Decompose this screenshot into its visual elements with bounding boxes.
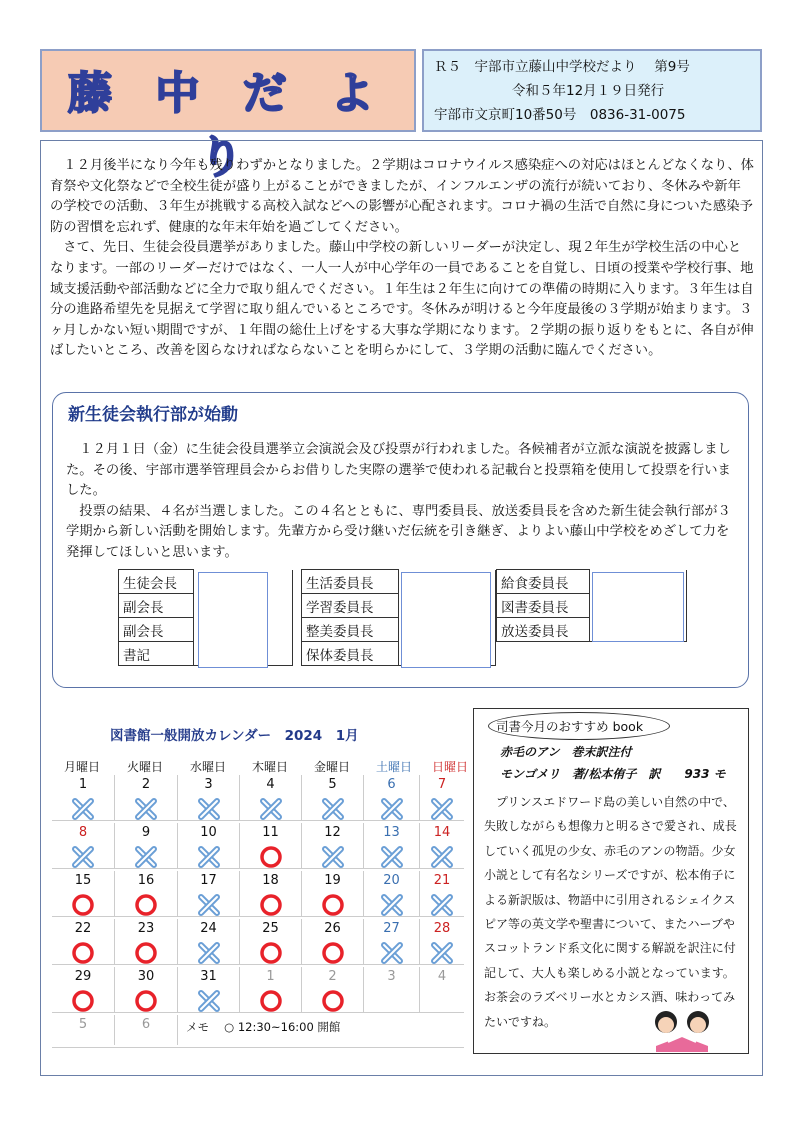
calendar-day	[52, 775, 115, 821]
calendar-day	[52, 871, 115, 917]
calendar-day	[364, 823, 420, 869]
closed-cross-icon	[430, 797, 454, 821]
issue-info-box	[422, 49, 762, 132]
day-number: 10	[200, 825, 217, 840]
day-number: 31	[200, 969, 217, 984]
day-number: 17	[200, 873, 217, 888]
book-author: モンゴメリ 著/松本侑子 訳 933 モ	[500, 767, 726, 781]
role-label: 整美委員長	[302, 618, 399, 642]
open-circle-icon	[321, 941, 345, 965]
open-circle-icon	[71, 941, 95, 965]
day-number: 21	[433, 873, 451, 888]
role-label: 副会長	[119, 594, 194, 618]
calendar-day	[420, 919, 464, 965]
weekday-label: 月曜日	[64, 760, 101, 774]
calendar-day	[302, 775, 364, 821]
day-number: 3	[387, 969, 396, 984]
calendar-day	[302, 967, 364, 1013]
closed-cross-icon	[71, 845, 95, 869]
day-number: 16	[137, 873, 155, 888]
calendar-day	[115, 919, 178, 965]
calendar-day	[302, 919, 364, 965]
closed-cross-icon	[197, 845, 221, 869]
closed-cross-icon	[430, 845, 454, 869]
calendar-day	[178, 871, 240, 917]
calendar-day	[240, 823, 302, 869]
calendar-day	[115, 823, 178, 869]
day-number: 5	[328, 777, 337, 792]
photo-placeholder	[401, 572, 491, 668]
day-number: 4	[266, 777, 275, 792]
day-number: 1	[78, 777, 88, 792]
closed-cross-icon	[197, 941, 221, 965]
closed-cross-icon	[430, 941, 454, 965]
calendar-day	[115, 1015, 178, 1045]
day-number: 2	[141, 777, 151, 792]
calendar-day	[52, 1015, 115, 1045]
day-number: 22	[74, 921, 92, 936]
issue-line: Ｒ５ 宇部市立藤山中学校だより 第9号	[434, 59, 690, 75]
calendar-day	[178, 967, 240, 1013]
closed-cross-icon	[321, 797, 345, 821]
open-circle-icon	[259, 941, 283, 965]
day-number: 5	[78, 1017, 88, 1032]
calendar-day	[420, 967, 464, 1013]
day-number: 29	[74, 969, 92, 984]
day-number: 14	[433, 825, 451, 840]
calendar-day	[240, 919, 302, 965]
recommendation-heading: 司書今月のおすすめ book	[496, 719, 644, 734]
weekday-label: 土曜日	[376, 760, 413, 774]
title-banner	[40, 49, 416, 183]
calendar-day	[364, 775, 420, 821]
book-title: 赤毛のアン 巻末訳注付	[500, 745, 632, 759]
calendar-day	[52, 967, 115, 1013]
calendar-grid	[52, 775, 464, 1048]
open-circle-icon	[321, 893, 345, 917]
closed-cross-icon	[197, 797, 221, 821]
closed-cross-icon	[197, 893, 221, 917]
day-number: 19	[324, 873, 341, 888]
photo-placeholder	[592, 572, 684, 642]
calendar-day	[420, 823, 464, 869]
closed-cross-icon	[430, 893, 454, 917]
role-label: 生活委員長	[302, 570, 399, 594]
day-number: 26	[324, 921, 341, 936]
day-number: 25	[262, 921, 279, 936]
role-label: 給食委員長	[497, 570, 590, 594]
role-label: 図書委員長	[497, 594, 590, 618]
calendar-day	[178, 775, 240, 821]
closed-cross-icon	[380, 941, 404, 965]
section-paragraph: １２月１日（金）に生徒会役員選挙立会演説会及び投票が行われました。各候補者が立派な演説を披露しました。その後、宇部市選挙管理員会からお借りした実際の選挙で使われる記載台と投票箱を使用して投票を行いました。	[66, 442, 731, 499]
open-circle-icon	[134, 893, 158, 917]
day-number: 28	[433, 921, 451, 936]
day-number: 15	[74, 873, 92, 888]
book-description: プリンスエドワード島の美しい自然の中で、失敗しながらも想像力と明るさで愛され、成長していく孤児の少女、赤毛のアンの物語。少女小説として有名なシリーズですが、松本侑子による新訳版は、物語中に引用されるシェイクスピア等の英文学や聖書について、またハーブやスコットランド系文化に関する解説を訳注に付記して、大人も楽しめる小説となっています。お茶会のラズベリー水とカシス酒、味わってみたいですね。	[484, 795, 737, 1029]
calendar-day	[364, 871, 420, 917]
open-circle-icon	[259, 989, 283, 1013]
role-label: 学習委員長	[302, 594, 399, 618]
calendar-day	[420, 775, 464, 821]
open-circle-icon	[321, 989, 345, 1013]
open-circle-icon	[71, 989, 95, 1013]
calendar-day	[364, 967, 420, 1013]
calendar-title: 図書館一般開放カレンダー 2024 1月	[110, 728, 359, 744]
open-circle-icon	[134, 989, 158, 1013]
closed-cross-icon	[71, 797, 95, 821]
role-label: 放送委員長	[497, 618, 590, 642]
day-number: 27	[383, 921, 400, 936]
closed-cross-icon	[259, 797, 283, 821]
calendar-day	[302, 871, 364, 917]
closed-cross-icon	[197, 989, 221, 1013]
closed-cross-icon	[380, 893, 404, 917]
weekday-label: 木曜日	[252, 760, 289, 774]
calendar-day	[52, 823, 115, 869]
day-number: 11	[262, 825, 279, 840]
day-number: 2	[328, 969, 337, 984]
calendar-day	[240, 775, 302, 821]
role-label: 保体委員長	[302, 642, 399, 666]
calendar-day	[52, 919, 115, 965]
role-label: 生徒会長	[119, 570, 194, 594]
calendar-day	[240, 967, 302, 1013]
day-number: 8	[78, 825, 88, 840]
calendar-day	[178, 919, 240, 965]
section-title: 新生徒会執行部が始動	[68, 405, 238, 425]
newsletter-title: 藤 中 だ よ り	[68, 68, 388, 183]
closed-cross-icon	[380, 797, 404, 821]
section-paragraph: 投票の結果、４名が当選しました。この４名とともに、専門委員長、放送委員長を含めた新生徒会執行部が３学期から新しい活動を開始します。先輩方から受け継いだ伝統を引き継ぎ、よりよい藤山中学校をめざして力を発揮してほしいと思います。	[66, 503, 731, 560]
day-number: 18	[262, 873, 279, 888]
day-number: 3	[204, 777, 213, 792]
calendar-day	[302, 823, 364, 869]
day-number: 9	[141, 825, 151, 840]
calendar-day	[115, 967, 178, 1013]
calendar-day	[240, 871, 302, 917]
intro-paragraph: １２月後半になり今年も残りわずかとなりました。２学期はコロナウイルス感染症への対応はほとんどなくなり、体育祭や文化祭などで全校生徒が盛り上がることができましたが、インフルエンザの流行が続いており、冬休みや新年の学校での活動、３年生が挑戦する高校入試などへの影響が心配されます。コロナ禍の生活で自然に身についた感染予防の習慣を忘れず、健康的な年末年始を過ごしてください。	[50, 158, 754, 235]
day-number: 1	[266, 969, 275, 984]
closed-cross-icon	[321, 845, 345, 869]
calendar-day	[115, 775, 178, 821]
role-label: 副会長	[119, 618, 194, 642]
closed-cross-icon	[380, 845, 404, 869]
weekday-label: 日曜日	[432, 760, 469, 774]
section-body	[66, 440, 738, 564]
weekday-label: 水曜日	[190, 760, 227, 774]
closed-cross-icon	[134, 797, 158, 821]
day-number: 20	[383, 873, 400, 888]
issue-date: 令和５年12月１９日発行	[512, 83, 665, 99]
day-number: 6	[141, 1017, 151, 1032]
photo-placeholder	[198, 572, 268, 668]
day-number: 4	[437, 969, 447, 984]
day-number: 6	[387, 777, 396, 792]
open-circle-icon	[134, 941, 158, 965]
intro-text	[50, 156, 754, 362]
day-number: 23	[137, 921, 155, 936]
day-number: 24	[200, 921, 217, 936]
day-number: 7	[437, 777, 447, 792]
day-number: 30	[137, 969, 155, 984]
day-number: 13	[383, 825, 400, 840]
school-address: 宇部市文京町10番50号 0836-31-0075	[434, 107, 686, 123]
weekday-label: 金曜日	[314, 760, 351, 774]
calendar-memo: メモ ○ 12:30~16:00 開館	[186, 1020, 341, 1034]
reading-children-illustration	[648, 1006, 718, 1054]
calendar-day	[178, 823, 240, 869]
calendar-day	[420, 871, 464, 917]
role-label: 書記	[119, 642, 194, 666]
calendar-day	[364, 919, 420, 965]
open-circle-icon	[259, 893, 283, 917]
intro-paragraph: さて、先日、生徒会役員選挙がありました。藤山中学校の新しいリーダーが決定し、現２年生が学校生活の中心となります。一部のリーダーだけではなく、一人一人が中心学年の一員であることを自覚し、日頃の授業や学校行事、地域支援活動や部活動などに全力で取り組んでください。１年生は２年生に向けての準備の時期に入ります。３年生は自分の進路希望先を見据えて学習に取り組んでいるところです。冬休みが明けると今年度最後の３学期が始まります。３ヶ月しかない短い期間ですが、１年間の総仕上げをする大事な学期になります。２学期の振り返りをもとに、各自が伸ばしたいところ、改善を図らなければならないことを明らかにして、３学期の活動に臨んでください。	[50, 240, 754, 359]
day-number: 12	[324, 825, 341, 840]
open-circle-icon	[259, 845, 283, 869]
closed-cross-icon	[134, 845, 158, 869]
open-circle-icon	[71, 893, 95, 917]
calendar-day	[115, 871, 178, 917]
weekday-label: 火曜日	[127, 760, 164, 774]
